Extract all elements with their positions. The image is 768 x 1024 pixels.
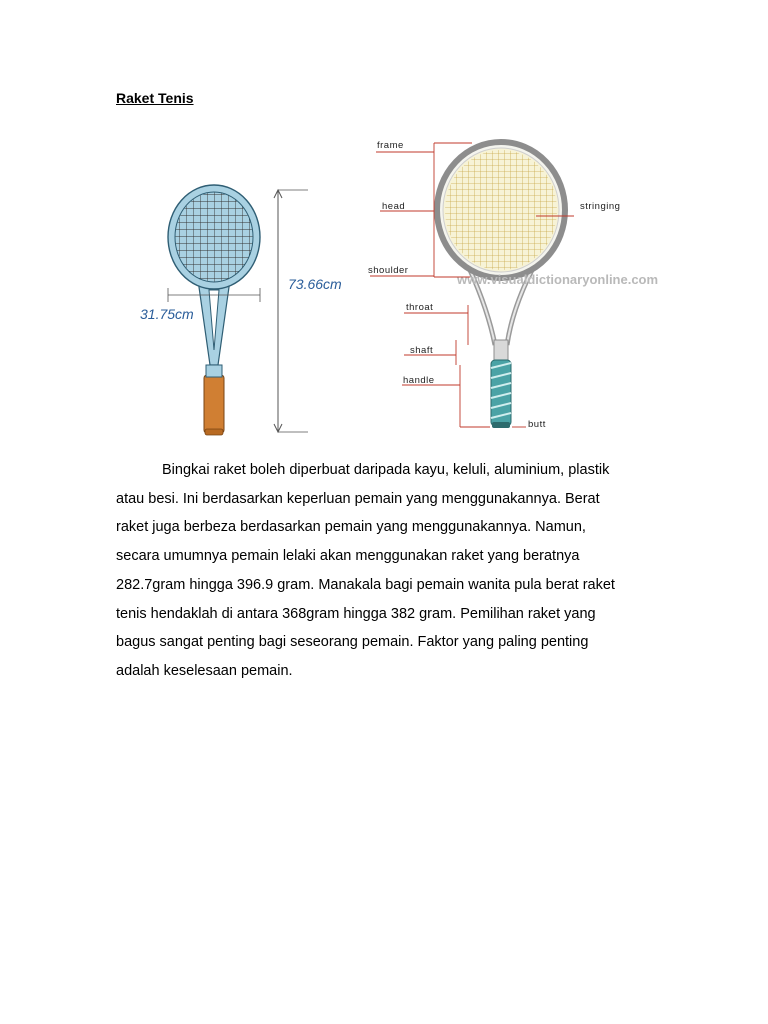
document-title: Raket Tenis	[116, 90, 194, 106]
paragraph-line: adalah keselesaan pemain.	[116, 662, 293, 679]
label-shaft: shaft	[410, 345, 434, 356]
label-handle: handle	[403, 375, 435, 386]
body-paragraph	[116, 456, 656, 686]
paragraph-line: secara umumnya pemain lelaki akan menggunakan raket yang beratnya	[116, 548, 580, 565]
label-throat: throat	[406, 302, 434, 313]
paragraph-line: Bingkai raket boleh diperbuat daripada kayu, keluli, aluminium, plastik	[162, 462, 610, 478]
paragraph-line: bagus sangat penting bagi seseorang pemain. Faktor yang paling penting	[116, 634, 589, 651]
label-stringing: stringing	[580, 201, 621, 212]
label-butt: butt	[528, 419, 546, 430]
watermark-text: www.visualdictionaryonline.com	[457, 272, 659, 287]
paragraph-line: 282.7gram hingga 396.9 gram. Manakala bagi pemain wanita pula berat raket	[116, 576, 615, 593]
label-shoulder: shoulder	[368, 265, 409, 276]
paragraph-line: atau besi. Ini berdasarkan keperluan pemain yang menggunakannya. Berat	[116, 490, 600, 507]
width-label: 31.75cm	[140, 306, 194, 322]
height-dimension-line	[274, 190, 308, 432]
label-head: head	[382, 201, 406, 212]
height-label: 73.66cm	[288, 276, 342, 292]
label-frame: frame	[377, 140, 404, 151]
paragraph-line: raket juga berbeza berdasarkan pemain yang menggunakannya. Namun,	[116, 519, 586, 536]
paragraph-line: tenis hendaklah di antara 368gram hingga 382 gram. Pemilihan raket yang	[116, 605, 596, 622]
racket-dimensions-figure	[130, 180, 342, 440]
racket-parts-figure	[360, 135, 659, 435]
